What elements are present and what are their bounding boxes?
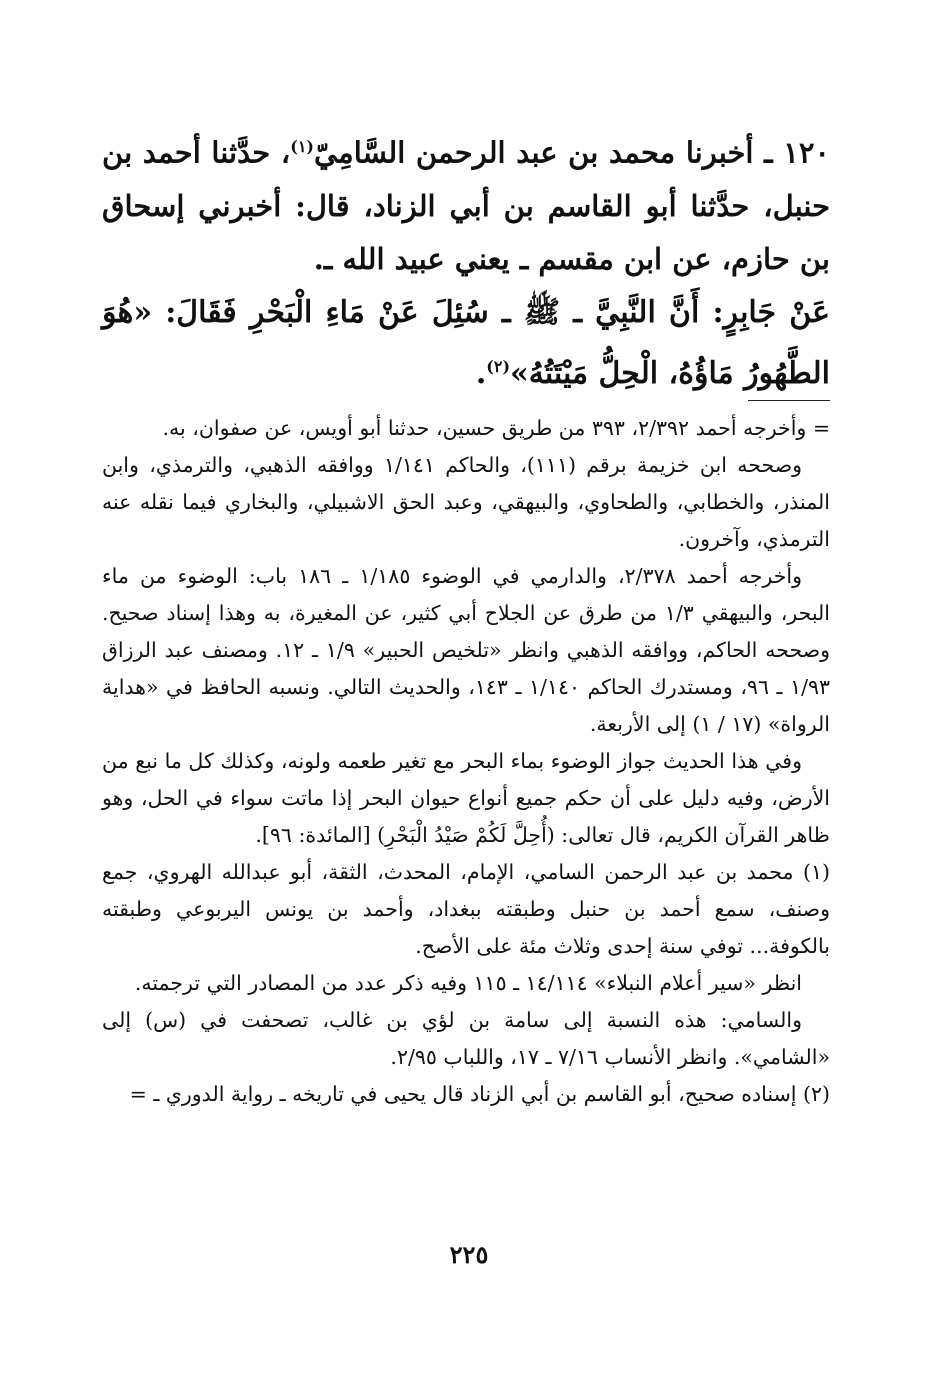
footnote-continuation-4: وفي هذا الحديث جواز الوضوء بماء البحر مع تغير طعمه ولونه، وكذلك كل ما نبع من الأرض، وفيه دليل على أن حكم جميع أنواع حيوان البحر إذا ماتت سواء في الحل، وهو ظاهر القرآن الكريم، قال تعالى: (أُحِلَّ لَكُمْ صَيْدُ الْبَحْرِ) [المائدة: ٩٦].: [102, 749, 830, 847]
footnote-1: (١) محمد بن عبد الرحمن السامي، الإمام، المحدث، الثقة، أبو عبدالله الهروي، جمع وصنف، سمع أحمد بن حنبل وطبقته ببغداد، وأحمد بن يونس اليربوعي وطبقته بالكوفة... توفي سنة إحدى وثلاث مئة على الأصح.: [102, 860, 830, 958]
footnote-1-nisba: والسامي: هذه النسبة إلى سامة بن لؤي بن غالب، تصحفت في (س) إلى «الشامي». وانظر الأنساب ٧/١٦ ـ ١٧، واللباب ٢/٩٥.: [102, 1008, 830, 1069]
footnote-separator: [748, 400, 830, 401]
footnotes: [102, 410, 830, 1113]
footnote-continuation-2: وصححه ابن خزيمة برقم (١١١)، والحاكم ١/١٤١ ووافقه الذهبي، والترمذي، وابن المنذر، والخطابي، والطحاوي، والبيهقي، وعبد الحق الاشبيلي، والبخاري فيما نقله عنه الترمذي، وآخرون.: [102, 453, 830, 551]
footnote-continuation-3: وأخرجه أحمد ٢/٣٧٨، والدارمي في الوضوء ١/١٨٥ ـ ١٨٦ باب: الوضوء من ماء البحر، والبيهقي ١/٣ من طرق عن الجلاح أبي كثير، عن المغيرة، به وهذا إسناد صحيح. وصححه الحاكم، ووافقه الذهبي وانظر «تلخيص الحبير» ١/٩ ـ ١٢. ومصنف عبد الرزاق ١/٩٣ ـ ٩٦، ومستدرك الحاكم ١/١٤٠ ـ ١٤٣، والحديث التالي. ونسبه الحافظ في «هداية الرواة» (١٧ / ١) إلى الأربعة.: [102, 564, 831, 736]
isnad-paragraph: [102, 120, 830, 286]
hadith-end: .: [475, 355, 487, 391]
page-number: ٢٢٥: [449, 1240, 489, 1269]
main-text: [102, 120, 830, 401]
footnote-ref-1: (١): [290, 137, 314, 156]
footnote-1-sources: انظر «سير أعلام النبلاء» ١٤/١١٤ ـ ١١٥ وفيه ذكر عدد من المصادر التي ترجمته.: [134, 971, 802, 995]
footnote-2: (٢) إسناده صحيح، أبو القاسم بن أبي الزناد قال يحيى في تاريخه ـ رواية الدوري ـ =: [129, 1082, 830, 1106]
hadith-text: عَنْ جَابِرٍ: أَنَّ النَّبِيَّ ـ ﷺ ـ سُئِلَ عَنْ مَاءِ الْبَحْرِ فَقَالَ: «هُوَ الطَّهُورُ مَاؤُهُ، الْحِلُّ مَيْتَتُهُ»: [102, 294, 830, 391]
isnad-text-2: ، حدَّثنا أحمد بن حنبل، حدَّثنا أبو القاسم بن أبي الزناد، قال: أخبرني إسحاق بن حازم، عن ابن مقسم ـ يعني عبيد الله ـ.: [102, 135, 830, 276]
hadith-paragraph: [102, 286, 830, 401]
footnote-continuation-1: = وأخرجه أحمد ٢/٣٩٢، ٣٩٣ من طريق حسين، حدثنا أبو أويس، عن صفوان، به.: [162, 416, 830, 440]
isnad-text-1: ١٢٠ ـ أخبرنا محمد بن عبد الرحمن السَّامِيّ: [313, 135, 831, 170]
footnote-ref-2: (٢): [486, 356, 511, 376]
